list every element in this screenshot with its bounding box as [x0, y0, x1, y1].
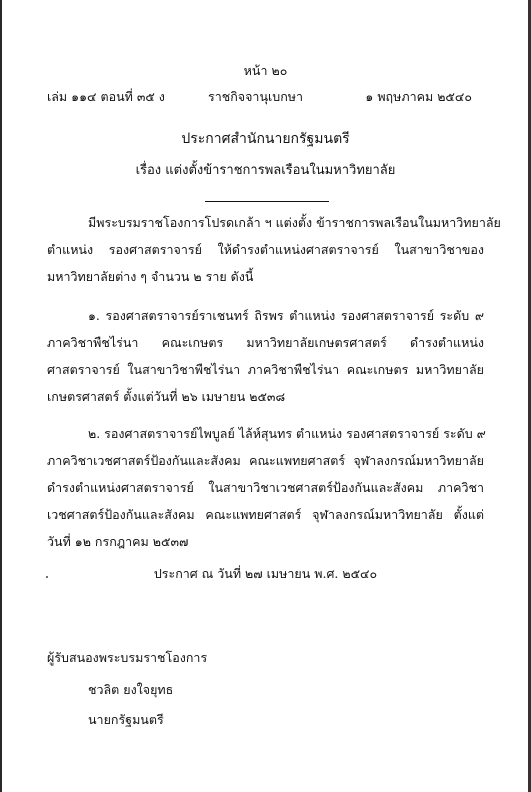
announcement-subject: เรื่อง แต่งตั้งข้าราชการพลเรือนในมหาวิทยาลัย	[135, 163, 396, 178]
title-divider	[205, 201, 329, 202]
volume-issue: เล่ม ๑๑๔ ตอนที่ ๓๕ ง	[47, 89, 165, 104]
issue-date: ประกาศ ณ วันที่ ๒๗ เมษายน พ.ศ. ๒๕๔๐	[153, 566, 378, 581]
page-number: หน้า ๒๐	[243, 63, 288, 78]
page-edge-left	[0, 0, 2, 792]
intro-line: ตำแหน่ง รองศาสตราจารย์ ให้ดำรงตำแหน่งศาสตราจารย์ ในสาขาวิชาของ	[47, 242, 484, 257]
intro-line: มีพระบรมราชโองการโปรดเกล้า ฯ แต่งตั้ง ข้าราชการพลเรือนในมหาวิทยาลัย	[88, 215, 501, 230]
signatory-name: ชวลิต ยงใจยุทธ	[88, 682, 174, 697]
countersign-label: ผู้รับสนองพระบรมราชโองการ	[47, 650, 208, 665]
appointment-2-line: ดำรงตำแหน่งศาสตราจารย์ ในสาขาวิชาเวชศาสตร์ป้องกันและสังคม ภาควิชา	[47, 480, 484, 495]
appointment-2-line: วันที่ ๑๒ กรกฎาคม ๒๕๓๗	[47, 534, 189, 549]
appointment-1-line: ๑. รองศาสตราจารย์ราเชนทร์ ถิรพร ตำแหน่ง รองศาสตราจารย์ ระดับ ๙	[88, 308, 484, 323]
appointment-1-line: ภาควิชาพืชไร่นา คณะเกษตร มหาวิทยาลัยเกษตรศาสตร์ ดำรงตำแหน่ง	[47, 335, 484, 350]
appointment-2-line: ภาควิชาเวชศาสตร์ป้องกันและสังคม คณะแพทยศาสตร์ จุฬาลงกรณ์มหาวิทยาลัย	[47, 453, 484, 468]
appointment-1-line: เกษตรศาสตร์ ตั้งแต่วันที่ ๒๖ เมษายน ๒๕๓๘	[47, 389, 286, 404]
appointment-2-line: เวชศาสตร์ป้องกันและสังคม คณะแพทยศาสตร์ จุฬาลงกรณ์มหาวิทยาลัย ตั้งแต่	[47, 507, 484, 522]
appointment-1-line: ศาสตราจารย์ ในสาขาวิชาพืชไร่นา ภาควิชาพืชไร่นา คณะเกษตร มหาวิทยาลัย	[47, 362, 484, 377]
signatory-position: นายกรัฐมนตรี	[88, 712, 164, 727]
appointment-2-line: ๒. รองศาสตราจารย์ไพบูลย์ ไล้ห์สุนทร ตำแหน่ง รองศาสตราจารย์ ระดับ ๙	[88, 426, 486, 441]
gazette-name: ราชกิจจานุเบกษา	[208, 89, 304, 104]
intro-line: มหาวิทยาลัยต่าง ๆ จำนวน ๒ ราย ดังนี้	[47, 269, 254, 284]
gazette-date: ๑ พฤษภาคม ๒๕๔๐	[365, 89, 472, 104]
announcement-title: ประกาศสำนักนายกรัฐมนตรี	[181, 131, 350, 147]
